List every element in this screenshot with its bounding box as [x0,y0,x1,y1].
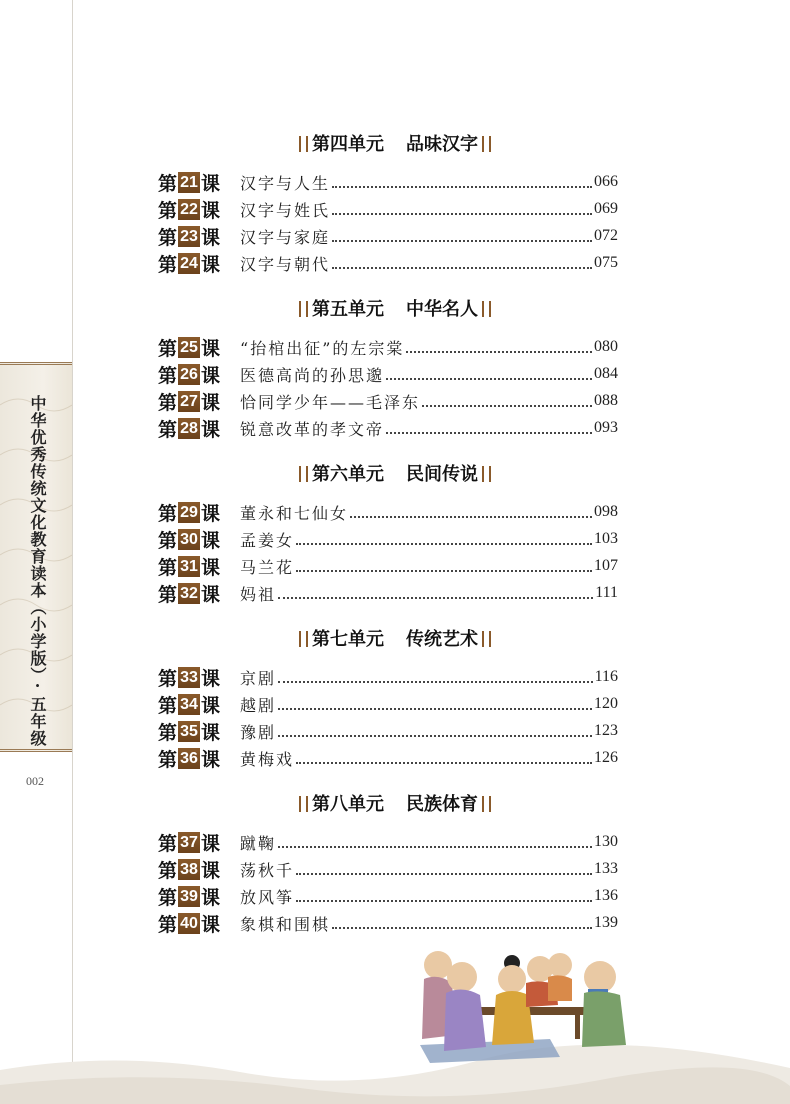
lesson-row[interactable]: 第 29 课 董永和七仙女 098 [158,502,618,525]
lesson-title: 象棋和围棋 [240,914,331,934]
lesson-title: “抬棺出征”的左宗棠 [240,338,405,358]
bar-ornament-left [299,631,308,647]
lesson-page: 093 [594,419,618,436]
lesson-row[interactable]: 第 27 课 恰同学少年——毛泽东 088 [158,391,618,414]
lesson-number: 24 [178,253,200,274]
bar-ornament-left [299,136,308,152]
lesson-row[interactable]: 第 32 课 妈祖 111 [158,583,618,606]
leader-dots [278,596,593,599]
lesson-title: 汉字与朝代 [240,254,331,274]
lesson-number: 22 [178,199,200,220]
unit-name: 民间传说 [406,464,478,485]
lesson-title: 恰同学少年——毛泽东 [240,392,421,412]
bar-ornament-right [482,136,491,152]
lesson-title: 黄梅戏 [240,749,295,769]
lesson-row[interactable]: 第 23 课 汉字与家庭 072 [158,226,618,249]
leader-dots [386,377,592,380]
lesson-title: 孟姜女 [240,530,295,550]
lesson-page: 084 [594,365,618,382]
leader-dots [332,239,592,242]
unit-name: 民族体育 [406,794,478,815]
unit-heading [0,625,790,651]
lesson-row[interactable]: 第 36 课 黄梅戏 126 [158,748,618,771]
margin-line [72,0,73,1104]
lesson-number: 39 [178,886,200,907]
lesson-title: 越剧 [240,695,277,715]
unit-heading [0,790,790,816]
lesson-row[interactable]: 第 37 课 蹴鞠 130 [158,832,618,855]
lesson-number: 37 [178,832,200,853]
book-title: 中华优秀传统文化教育读本（小学版）·五年级 [28,395,47,747]
lesson-page: 133 [594,860,618,877]
lesson-page: 103 [594,530,618,547]
lesson-number: 40 [178,913,200,934]
lesson-number: 34 [178,694,200,715]
lesson-row[interactable]: 第 21 课 汉字与人生 066 [158,172,618,195]
lesson-number: 27 [178,391,200,412]
lesson-page: 136 [594,887,618,904]
lesson-title: 医德高尚的孙思邈 [240,365,385,385]
leader-dots [278,734,592,737]
bar-ornament-right [482,466,491,482]
lesson-row[interactable]: 第 24 课 汉字与朝代 075 [158,253,618,276]
lesson-page: 080 [594,338,618,355]
lesson-page: 075 [594,254,618,271]
unit-label: 第四单元 [312,134,384,155]
unit-label: 第五单元 [312,299,384,320]
bar-ornament-right [482,796,491,812]
lesson-title: 放风筝 [240,887,295,907]
lesson-title: 妈祖 [240,584,277,604]
leader-dots [332,926,592,929]
lesson-number: 28 [178,418,200,439]
leader-dots [278,845,592,848]
lesson-number: 35 [178,721,200,742]
lesson-page: 111 [595,584,618,601]
leader-dots [296,899,592,902]
lesson-number: 21 [178,172,200,193]
lesson-number: 23 [178,226,200,247]
lesson-page: 098 [594,503,618,520]
leader-dots [296,872,592,875]
lesson-number: 36 [178,748,200,769]
lesson-row[interactable]: 第 33 课 京剧 116 [158,667,618,690]
lesson-number: 31 [178,556,200,577]
lesson-row[interactable]: 第 35 课 豫剧 123 [158,721,618,744]
lesson-page: 072 [594,227,618,244]
unit-label: 第八单元 [312,794,384,815]
lesson-title: 董永和七仙女 [240,503,349,523]
lesson-row[interactable]: 第 34 课 越剧 120 [158,694,618,717]
lesson-row[interactable]: 第 26 课 医德高尚的孙思邈 084 [158,364,618,387]
spine-tab [0,362,72,752]
lesson-title: 汉字与姓氏 [240,200,331,220]
bar-ornament-left [299,301,308,317]
lesson-number: 26 [178,364,200,385]
lesson-page: 126 [594,749,618,766]
unit-name: 品味汉字 [406,134,478,155]
unit-name: 中华名人 [406,299,478,320]
lesson-title: 荡秋千 [240,860,295,880]
bar-ornament-right [482,301,491,317]
lesson-row[interactable]: 第 22 课 汉字与姓氏 069 [158,199,618,222]
leader-dots [332,266,592,269]
leader-dots [278,707,592,710]
lesson-page: 130 [594,833,618,850]
leader-dots [332,185,592,188]
leader-dots [278,680,593,683]
unit-heading [0,460,790,486]
leader-dots [406,350,592,353]
bar-ornament-right [482,631,491,647]
unit-heading [0,295,790,321]
lesson-page: 107 [594,557,618,574]
unit-label: 第六单元 [312,464,384,485]
leader-dots [422,404,592,407]
lesson-page: 120 [594,695,618,712]
lesson-page: 069 [594,200,618,217]
unit-label: 第七单元 [312,629,384,650]
leader-dots [332,212,592,215]
lesson-title: 汉字与人生 [240,173,331,193]
lesson-page: 123 [594,722,618,739]
lesson-number: 38 [178,859,200,880]
bar-ornament-left [299,466,308,482]
lesson-number: 30 [178,529,200,550]
lesson-title: 马兰花 [240,557,295,577]
lesson-title: 汉字与家庭 [240,227,331,247]
leader-dots [350,515,592,518]
lesson-page: 139 [594,914,618,931]
leader-dots [296,542,592,545]
lesson-number: 32 [178,583,200,604]
lesson-row[interactable]: 第 25 课 “抬棺出征”的左宗棠 080 [158,337,618,360]
bar-ornament-left [299,796,308,812]
lesson-page: 066 [594,173,618,190]
lesson-page: 116 [594,668,618,685]
lesson-row[interactable]: 第 30 课 孟姜女 103 [158,529,618,552]
leader-dots [386,431,592,434]
unit-name: 传统艺术 [406,629,478,650]
lesson-row[interactable]: 第 28 课 锐意改革的孝文帝 093 [158,418,618,441]
lesson-title: 京剧 [240,668,277,688]
lesson-title: 蹴鞠 [240,833,277,853]
lesson-number: 25 [178,337,200,358]
leader-dots [296,761,592,764]
lesson-title: 锐意改革的孝文帝 [240,419,385,439]
lesson-row[interactable]: 第 38 课 荡秋千 133 [158,859,618,882]
lesson-number: 33 [178,667,200,688]
leader-dots [296,569,592,572]
lesson-row[interactable]: 第 39 课 放风筝 136 [158,886,618,909]
lesson-title: 豫剧 [240,722,277,742]
lesson-number: 29 [178,502,200,523]
lesson-page: 088 [594,392,618,409]
page-number: 002 [26,774,44,788]
mountain-mist-decoration [0,1010,790,1104]
children-reading-illustration [400,935,650,1065]
lesson-row[interactable]: 第 40 课 象棋和围棋 139 [158,913,618,936]
unit-heading [0,130,790,156]
lesson-row[interactable]: 第 31 课 马兰花 107 [158,556,618,579]
